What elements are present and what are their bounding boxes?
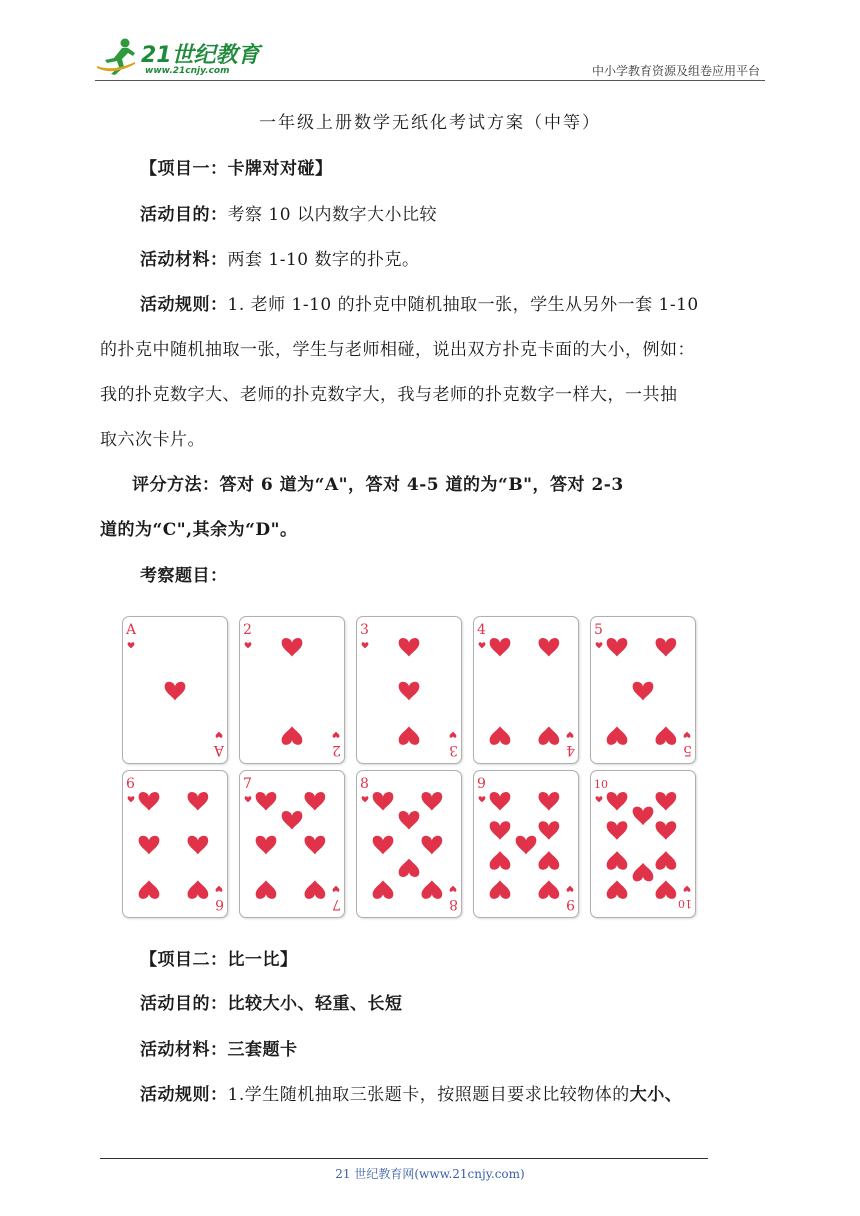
card-rank-top: 7 xyxy=(243,776,252,792)
heart-pip-icon xyxy=(422,792,443,811)
card-rank-bottom: 3 xyxy=(449,742,458,758)
heart-pip-icon xyxy=(450,886,457,892)
playing-card xyxy=(473,616,579,764)
card-face xyxy=(357,617,461,763)
heart-pip-icon xyxy=(607,821,628,840)
document-title: 一年级上册数学无纸化考试方案（中等） xyxy=(259,113,601,133)
value: 1.学生随机抽取三张题卡，按照题目要求比较物体的 xyxy=(227,1085,630,1105)
heart-pip-icon xyxy=(333,732,340,738)
heart-pip-icon xyxy=(139,880,160,899)
header-tagline: 中小学教育资源及组卷应用平台 xyxy=(591,64,760,78)
heart-pip-icon xyxy=(282,726,303,745)
heart-pip-icon xyxy=(479,796,486,802)
label: 活动规则： xyxy=(140,295,228,315)
heart-pip-icon xyxy=(373,880,394,899)
heart-pip-icon xyxy=(539,638,560,657)
heart-pip-icon xyxy=(490,880,511,899)
heart-pip-icon xyxy=(684,732,691,738)
heart-pip-icon xyxy=(633,682,654,701)
playing-card xyxy=(122,616,228,764)
runner-icon xyxy=(95,36,139,76)
heart-pip-icon xyxy=(362,642,369,648)
heart-pip-icon xyxy=(216,732,223,738)
card-rank-bottom: 5 xyxy=(683,742,692,758)
logo-text: 21世纪教育 xyxy=(141,43,260,68)
card-rank-top: 2 xyxy=(243,622,252,638)
card-face xyxy=(474,617,578,763)
heart-pip-icon xyxy=(490,726,511,745)
card-rank-bottom: 2 xyxy=(332,742,341,758)
card-face xyxy=(591,617,695,763)
header-divider xyxy=(95,80,765,81)
card-rank-bottom: 9 xyxy=(566,896,575,912)
card-rank-top: 4 xyxy=(477,622,486,638)
heart-pip-icon xyxy=(256,836,277,855)
heart-pip-icon xyxy=(245,642,252,648)
playing-card xyxy=(473,770,579,918)
heart-pip-icon xyxy=(333,886,340,892)
card-rank-top: 6 xyxy=(126,776,135,792)
card-face xyxy=(591,771,695,917)
value: 两套 1-10 数字的扑克。 xyxy=(227,250,420,270)
heart-pip-icon xyxy=(256,880,277,899)
heart-pip-icon xyxy=(399,682,420,701)
heart-pip-icon xyxy=(656,726,677,745)
card-rank-bottom: A xyxy=(213,742,224,758)
label: 活动目的： xyxy=(140,205,228,225)
project2-goal xyxy=(140,989,403,1014)
heart-pip-icon xyxy=(539,821,560,840)
card-rank-top: 3 xyxy=(360,622,369,638)
card-face xyxy=(123,771,227,917)
heart-pip-icon xyxy=(539,880,560,899)
card-rank-top: A xyxy=(126,622,137,638)
heart-pip-icon xyxy=(656,821,677,840)
heart-pip-icon xyxy=(245,796,252,802)
heart-pip-icon xyxy=(567,886,574,892)
heart-pip-icon xyxy=(633,863,654,882)
heart-pip-icon xyxy=(422,836,443,855)
heart-pip-icon xyxy=(607,880,628,899)
heart-pip-icon xyxy=(128,796,135,802)
project1-rule-line-1 xyxy=(140,290,699,315)
scoring-line-2: 道的为“C",其余为“D"。 xyxy=(100,520,298,540)
card-face xyxy=(474,771,578,917)
card-rank-bottom: 8 xyxy=(449,896,458,912)
card-rank-top: 10 xyxy=(594,778,608,791)
value: 比较大小、轻重、长短 xyxy=(227,994,403,1014)
heart-pip-icon xyxy=(607,726,628,745)
heart-pip-icon xyxy=(607,851,628,870)
playing-card xyxy=(239,616,345,764)
heart-pip-icon xyxy=(479,642,486,648)
heart-pip-icon xyxy=(399,811,420,830)
value: 1. 老师 1-10 的扑克中随机抽取一张，学生从另外一套 1-10 xyxy=(227,295,699,315)
heart-pip-icon xyxy=(596,796,603,802)
heart-pip-icon xyxy=(305,792,326,811)
footer-divider xyxy=(100,1158,708,1159)
heart-pip-icon xyxy=(490,638,511,657)
heart-pip-icon xyxy=(490,821,511,840)
card-rank-top: 5 xyxy=(594,622,603,638)
heart-pip-icon xyxy=(139,836,160,855)
heart-pip-icon xyxy=(373,792,394,811)
card-rank-bottom: 7 xyxy=(332,896,341,912)
heart-pip-icon xyxy=(282,638,303,657)
project1-rule-line-4: 取六次卡片。 xyxy=(100,430,205,450)
site-logo[interactable] xyxy=(95,36,265,80)
card-face xyxy=(240,771,344,917)
card-rank-top: 8 xyxy=(360,776,369,792)
heart-pip-icon xyxy=(596,642,603,648)
label: 活动材料： xyxy=(140,1040,228,1060)
heart-pip-icon xyxy=(539,792,560,811)
card-face xyxy=(123,617,227,763)
heart-pip-icon xyxy=(567,732,574,738)
heart-pip-icon xyxy=(362,796,369,802)
heart-pip-icon xyxy=(539,726,560,745)
heart-pip-icon xyxy=(256,792,277,811)
heart-pip-icon xyxy=(282,811,303,830)
value: 三套题卡 xyxy=(227,1040,298,1060)
heart-pip-icon xyxy=(490,792,511,811)
heart-pip-icon xyxy=(216,886,223,892)
playing-card xyxy=(356,616,462,764)
playing-card xyxy=(590,770,696,918)
heart-pip-icon xyxy=(450,732,457,738)
project2-material xyxy=(140,1035,298,1060)
heart-pip-icon xyxy=(656,880,677,899)
heart-pip-icon xyxy=(684,886,691,892)
playing-card xyxy=(239,770,345,918)
project2-heading: 【项目二：比一比】 xyxy=(140,950,298,970)
project1-rule-line-3: 我的扑克数字大、老师的扑克数字大，我与老师的扑克数字一样大，一共抽 xyxy=(100,385,678,405)
heart-pip-icon xyxy=(656,638,677,657)
footer-text: 21 世纪教育网(www.21cnjy.com) xyxy=(335,1167,525,1181)
card-rank-bottom: 4 xyxy=(566,742,575,758)
card-face xyxy=(240,617,344,763)
label: 活动规则： xyxy=(140,1085,228,1105)
heart-pip-icon xyxy=(607,638,628,657)
heart-pip-icon xyxy=(539,851,560,870)
heart-pip-icon xyxy=(490,851,511,870)
questions-label: 考察题目： xyxy=(140,566,228,586)
heart-pip-icon xyxy=(633,807,654,826)
playing-card xyxy=(122,770,228,918)
project2-rule-line-1 xyxy=(140,1080,682,1105)
heart-pip-icon xyxy=(139,792,160,811)
value-bold: 大小、 xyxy=(629,1085,683,1105)
heart-pip-icon xyxy=(399,638,420,657)
label: 活动材料： xyxy=(140,250,228,270)
playing-card xyxy=(590,616,696,764)
logo-url: www.21cnjy.com xyxy=(145,66,230,76)
heart-pip-icon xyxy=(422,880,443,899)
playing-card xyxy=(356,770,462,918)
card-rank-top: 9 xyxy=(477,776,486,792)
heart-pip-icon xyxy=(188,836,209,855)
heart-pip-icon xyxy=(399,726,420,745)
heart-pip-icon xyxy=(188,880,209,899)
heart-pip-icon xyxy=(373,836,394,855)
card-rank-bottom: 10 xyxy=(678,897,692,910)
heart-pip-icon xyxy=(305,836,326,855)
label: 活动目的： xyxy=(140,994,228,1014)
heart-pip-icon xyxy=(128,642,135,648)
project1-rule-line-2: 的扑克中随机抽取一张，学生与老师相碰，说出双方扑克卡面的大小，例如： xyxy=(100,340,695,360)
heart-pip-icon xyxy=(656,792,677,811)
project1-goal xyxy=(140,200,437,225)
heart-pip-icon xyxy=(656,851,677,870)
heart-pip-icon xyxy=(399,858,420,877)
heart-pip-icon xyxy=(305,880,326,899)
card-face xyxy=(357,771,461,917)
heart-pip-icon xyxy=(607,792,628,811)
card-rank-bottom: 6 xyxy=(215,896,224,912)
heart-pip-icon xyxy=(516,836,537,855)
heart-pip-icon xyxy=(165,682,186,701)
project1-heading: 【项目一：卡牌对对碰】 xyxy=(140,159,333,179)
value: 考察 10 以内数字大小比较 xyxy=(227,205,437,225)
heart-pip-icon xyxy=(188,792,209,811)
project1-material xyxy=(140,245,420,270)
scoring-line-1: 评分方法：答对 6 道为“A"，答对 4-5 道的为“B"，答对 2-3 xyxy=(132,475,624,495)
